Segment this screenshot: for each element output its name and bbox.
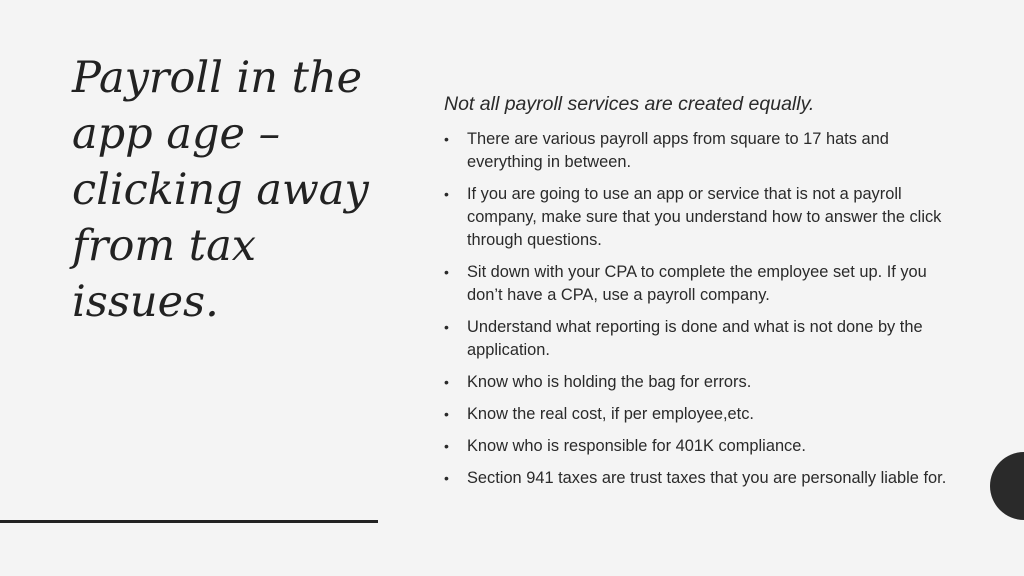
bullet-text: Know who is responsible for 401K compliance.: [467, 437, 806, 455]
bullet-text: There are various payroll apps from square to 17 hats and everything in between.: [467, 130, 889, 171]
bullet-list: [444, 128, 964, 490]
bullet-text: Understand what reporting is done and what is not done by the application.: [467, 318, 923, 359]
slide-content: [444, 90, 964, 499]
bullet-item: [444, 435, 964, 458]
bullet-dot-icon: •: [444, 374, 449, 390]
bullet-dot-icon: •: [444, 264, 449, 280]
title-divider-line: [0, 520, 378, 523]
slide-subtitle: Not all payroll services are created equally.: [444, 93, 815, 115]
bullet-dot-icon: •: [444, 438, 449, 454]
bullet-item: [444, 316, 964, 362]
bullet-text: Section 941 taxes are trust taxes that you are personally liable for.: [467, 469, 947, 487]
bullet-item: [444, 403, 964, 426]
bullet-item: [444, 371, 964, 394]
bullet-dot-icon: •: [444, 470, 449, 486]
bullet-dot-icon: •: [444, 319, 449, 335]
bullet-text: Know who is holding the bag for errors.: [467, 373, 752, 391]
bullet-dot-icon: •: [444, 131, 449, 147]
bullet-item: [444, 183, 964, 252]
bullet-item: [444, 467, 964, 490]
bullet-text: Sit down with your CPA to complete the employee set up. If you don’t have a CPA, use a payroll company.: [467, 263, 927, 304]
bullet-item: [444, 128, 964, 174]
bullet-text: If you are going to use an app or service that is not a payroll company, make sure that you understand how to answer the click through questions.: [467, 185, 942, 249]
bullet-item: [444, 261, 964, 307]
bullet-dot-icon: •: [444, 406, 449, 422]
slide-title: Payroll in the app age – clicking away from tax issues.: [72, 53, 369, 327]
decorative-circle: [990, 452, 1024, 520]
bullet-dot-icon: •: [444, 186, 449, 202]
bullet-text: Know the real cost, if per employee,etc.: [467, 405, 754, 423]
